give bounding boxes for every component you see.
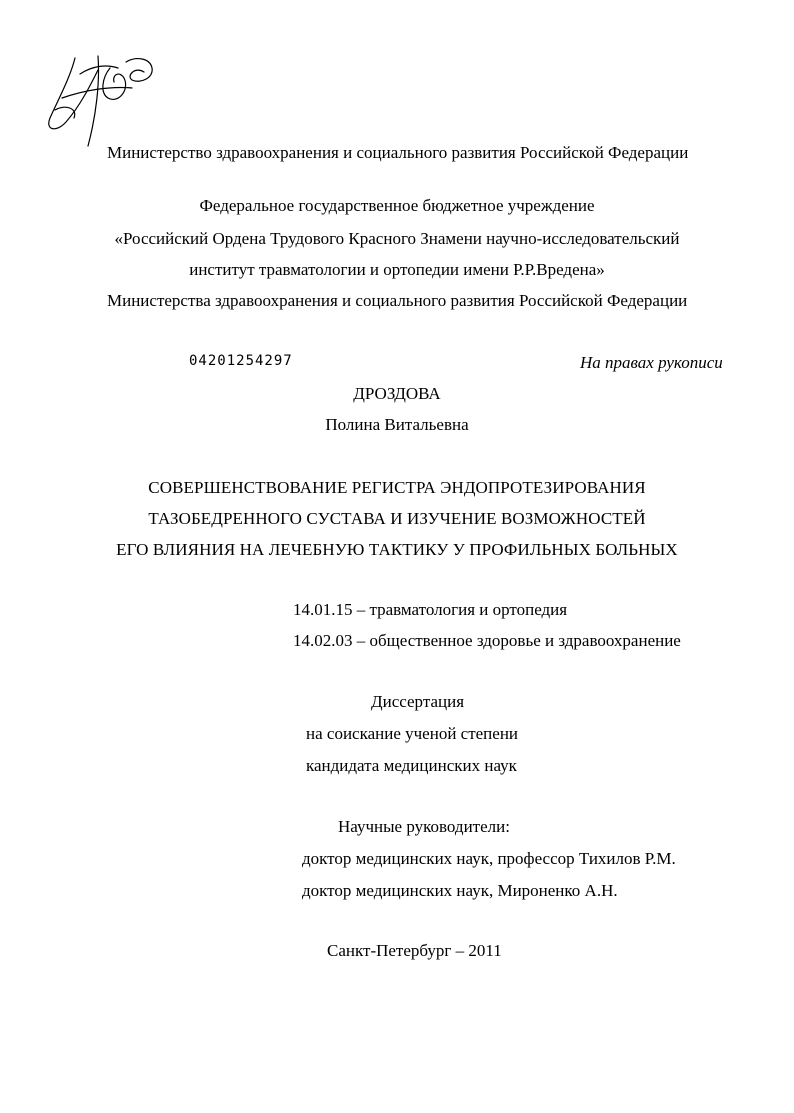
title-line-3: ЕГО ВЛИЯНИЯ НА ЛЕЧЕБНУЮ ТАКТИКУ У ПРОФИЛЬНЫХ БОЛЬНЫХ	[116, 540, 678, 559]
degree-line-1: Диссертация	[371, 692, 465, 711]
institution-line-1: Федеральное государственное бюджетное учреждение	[199, 196, 595, 215]
institution-line-3: институт травматологии и ортопедии имени Р.Р.Вредена»	[189, 260, 605, 279]
ministry-header: Министерство здравоохранения и социального развития Российской Федерации	[107, 143, 689, 162]
institution-line-2: «Российский Ордена Трудового Красного Знамени научно-исследовательский	[114, 229, 680, 248]
title-line-2: ТАЗОБЕДРЕННОГО СУСТАВА И ИЗУЧЕНИЕ ВОЗМОЖНОСТЕЙ	[148, 509, 646, 528]
city-year: Санкт-Петербург – 2011	[327, 941, 502, 960]
degree-line-2: на соискание ученой степени	[306, 724, 519, 743]
manuscript-note: На правах рукописи	[580, 353, 723, 372]
specialty-1: 14.01.15 – травматология и ортопедия	[293, 600, 568, 619]
institution-line-4: Министерства здравоохранения и социального развития Российской Федерации	[107, 291, 688, 310]
handwritten-signature	[40, 38, 165, 153]
specialty-2: 14.02.03 – общественное здоровье и здравоохранение	[293, 631, 681, 650]
author-surname: ДРОЗДОВА	[353, 384, 441, 403]
degree-line-3: кандидата медицинских наук	[306, 756, 517, 775]
supervisor-1: доктор медицинских наук, профессор Тихилов Р.М.	[302, 849, 676, 868]
author-given-names: Полина Витальевна	[325, 415, 469, 434]
document-number: 04201254297	[189, 353, 293, 369]
supervisors-heading: Научные руководители:	[338, 817, 510, 836]
title-line-1: СОВЕРШЕНСТВОВАНИЕ РЕГИСТРА ЭНДОПРОТЕЗИРОВАНИЯ	[148, 478, 646, 497]
supervisor-2: доктор медицинских наук, Мироненко А.Н.	[302, 881, 618, 900]
